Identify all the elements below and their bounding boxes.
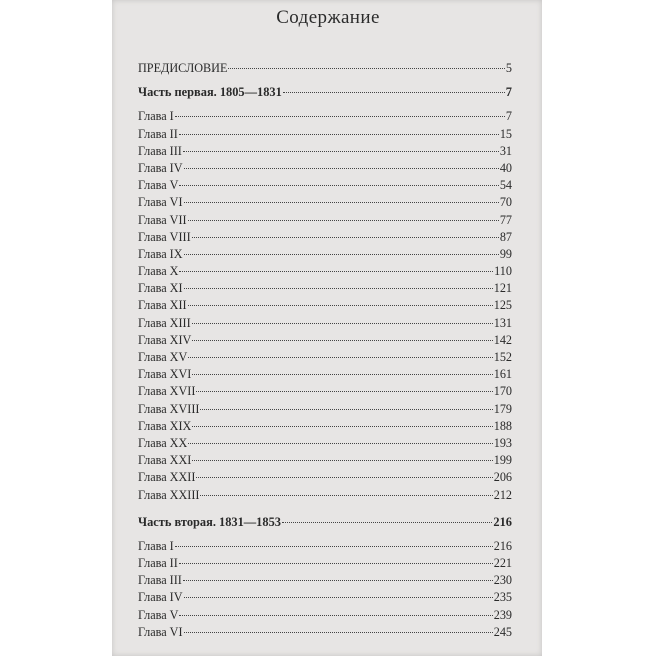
dot-leader: [183, 150, 499, 152]
dot-leader: [175, 115, 505, 117]
toc-entry-chapter[interactable]: [138, 366, 512, 383]
table-of-contents: [138, 60, 512, 641]
toc-page-number: 188: [493, 418, 512, 433]
toc-page-number: 161: [493, 367, 512, 382]
dot-leader: [179, 614, 492, 616]
toc-entry-label: Глава XXI: [138, 453, 192, 468]
toc-page-number: 7: [505, 109, 512, 124]
toc-entry-chapter[interactable]: [138, 452, 512, 469]
toc-entry-chapter[interactable]: [138, 160, 512, 177]
toc-entry-label: Глава VII: [138, 212, 187, 227]
toc-entry-chapter[interactable]: [138, 229, 512, 246]
dot-leader: [188, 219, 499, 221]
toc-entry-label: Глава XVIII: [138, 401, 200, 416]
dot-leader: [184, 201, 499, 203]
toc-page-number: 199: [493, 453, 512, 468]
toc-page-number: 99: [499, 246, 512, 261]
toc-entry-label: Глава I: [138, 538, 174, 553]
toc-entry-label: Глава XII: [138, 298, 187, 313]
toc-page-number: 216: [493, 538, 512, 553]
toc-entry-label: Глава XIX: [138, 418, 192, 433]
dot-leader: [184, 287, 493, 289]
toc-page-number: 87: [499, 229, 512, 244]
toc-entry-label: Глава IV: [138, 590, 183, 605]
toc-entry-label: Глава V: [138, 607, 179, 622]
toc-entry-label: Глава III: [138, 143, 182, 158]
toc-entry-chapter[interactable]: [138, 143, 512, 160]
toc-page-number: 5: [505, 61, 512, 75]
dot-leader: [188, 442, 492, 444]
toc-entry-label: Глава XV: [138, 350, 188, 364]
toc-entry-chapter[interactable]: [138, 572, 512, 589]
toc-entry-chapter[interactable]: [138, 263, 512, 280]
toc-entry-chapter[interactable]: [138, 435, 512, 452]
toc-entry-chapter[interactable]: [138, 401, 512, 418]
dot-leader: [175, 545, 493, 547]
toc-page-number: 31: [499, 143, 512, 158]
dot-leader: [192, 339, 492, 341]
dot-leader: [188, 356, 492, 358]
toc-page-number: 40: [499, 160, 512, 175]
toc-entry-preface[interactable]: [138, 60, 512, 77]
toc-page-number: 142: [493, 332, 512, 347]
toc-entry-label: Часть первая. 1805—1831: [138, 85, 282, 100]
toc-entry-chapter[interactable]: [138, 607, 512, 624]
toc-entry-label: Глава XX: [138, 435, 188, 450]
dot-leader: [200, 494, 492, 496]
toc-entry-label: Глава IX: [138, 246, 183, 261]
toc-entry-label: Глава V: [138, 178, 179, 193]
toc-page-number: 170: [493, 384, 512, 399]
dot-leader: [196, 390, 492, 392]
toc-entry-chapter[interactable]: [138, 487, 512, 504]
toc-page-number: 216: [493, 514, 512, 529]
toc-entry-label: Глава XVII: [138, 384, 196, 399]
toc-entry-label: Глава XIV: [138, 332, 192, 347]
toc-page-number: 230: [493, 573, 512, 588]
toc-entry-label: Глава VIII: [138, 229, 191, 244]
toc-entry-label: Глава XI: [138, 281, 183, 296]
toc-entry-label: Глава VI: [138, 195, 183, 210]
dot-leader: [200, 408, 492, 410]
dot-leader: [179, 184, 498, 186]
spacer: [138, 77, 512, 84]
toc-entry-chapter[interactable]: [138, 589, 512, 606]
toc-entry-chapter[interactable]: [138, 315, 512, 332]
dot-leader: [183, 579, 493, 581]
toc-entry-label: Глава III: [138, 573, 182, 588]
dot-leader: [192, 425, 492, 427]
toc-page-number: 125: [493, 298, 512, 313]
toc-page-number: 121: [493, 281, 512, 296]
toc-entry-label: Глава XIII: [138, 315, 191, 330]
toc-entry-label: Глава II: [138, 126, 178, 141]
dot-leader: [188, 304, 493, 306]
spacer: [138, 504, 512, 514]
toc-entry-label: Глава IV: [138, 160, 183, 175]
toc-page-number: 7: [505, 85, 512, 100]
toc-page-number: 193: [493, 435, 512, 450]
toc-entry-chapter[interactable]: [138, 469, 512, 486]
dot-leader: [184, 631, 493, 633]
toc-entry-label: Часть вторая. 1831—1853: [138, 514, 281, 529]
toc-entry-label: Глава XXIII: [138, 487, 200, 502]
toc-entry-chapter[interactable]: [138, 280, 512, 297]
toc-entry-label: Глава XXII: [138, 470, 196, 485]
toc-entry-chapter[interactable]: [138, 383, 512, 400]
dot-leader: [184, 596, 493, 598]
toc-page-number: 245: [493, 624, 512, 639]
toc-entry-chapter[interactable]: [138, 418, 512, 435]
toc-entry-chapter[interactable]: [138, 555, 512, 572]
toc-entry-chapter[interactable]: [138, 108, 512, 125]
dot-leader: [282, 521, 492, 523]
toc-entry-chapter[interactable]: [138, 212, 512, 229]
toc-page-number: 70: [499, 195, 512, 210]
spacer: [138, 101, 512, 108]
toc-entry-chapter[interactable]: [138, 624, 512, 641]
toc-entry-chapter[interactable]: [138, 177, 512, 194]
dot-leader: [228, 67, 504, 69]
dot-leader: [196, 476, 492, 478]
page-title: Содержание: [276, 7, 380, 28]
dot-leader: [179, 562, 493, 564]
toc-page-number: 77: [499, 212, 512, 227]
toc-page-number: 179: [493, 401, 512, 416]
toc-page-number: 212: [493, 487, 512, 502]
toc-entry-label: Глава VI: [138, 624, 183, 639]
dot-leader: [192, 322, 493, 324]
toc-entry-chapter[interactable]: [138, 332, 512, 349]
toc-entry-chapter[interactable]: [138, 297, 512, 314]
toc-page-number: 15: [499, 126, 512, 141]
dot-leader: [192, 236, 499, 238]
toc-part-heading[interactable]: [138, 84, 512, 101]
dot-leader: [283, 91, 505, 93]
toc-page-number: 54: [499, 178, 512, 193]
toc-page-number: 110: [494, 264, 512, 279]
toc-page-number: 152: [493, 350, 512, 364]
toc-page-number: 239: [493, 607, 512, 622]
dot-leader: [192, 459, 492, 461]
dot-leader: [192, 373, 492, 375]
dot-leader: [184, 253, 499, 255]
toc-entry-label: Глава XVI: [138, 367, 192, 382]
toc-page-number: 235: [493, 590, 512, 605]
toc-entry-label: Глава II: [138, 556, 178, 571]
toc-entry-chapter[interactable]: [138, 349, 512, 366]
toc-page-number: 221: [493, 556, 512, 571]
dot-leader: [179, 133, 499, 135]
toc-page-number: 206: [493, 470, 512, 485]
toc-entry-chapter[interactable]: [138, 126, 512, 143]
toc-page-number: 131: [493, 315, 512, 330]
dot-leader: [184, 167, 499, 169]
spacer: [138, 531, 512, 538]
toc-entry-label: ПРЕДИСЛОВИЕ: [138, 61, 228, 75]
toc-entry-chapter[interactable]: [138, 194, 512, 211]
toc-part-heading[interactable]: [138, 514, 512, 531]
toc-entry-chapter[interactable]: [138, 538, 512, 555]
dot-leader: [179, 270, 493, 272]
toc-entry-chapter[interactable]: [138, 246, 512, 263]
toc-entry-label: Глава I: [138, 109, 174, 124]
toc-entry-label: Глава X: [138, 264, 179, 279]
